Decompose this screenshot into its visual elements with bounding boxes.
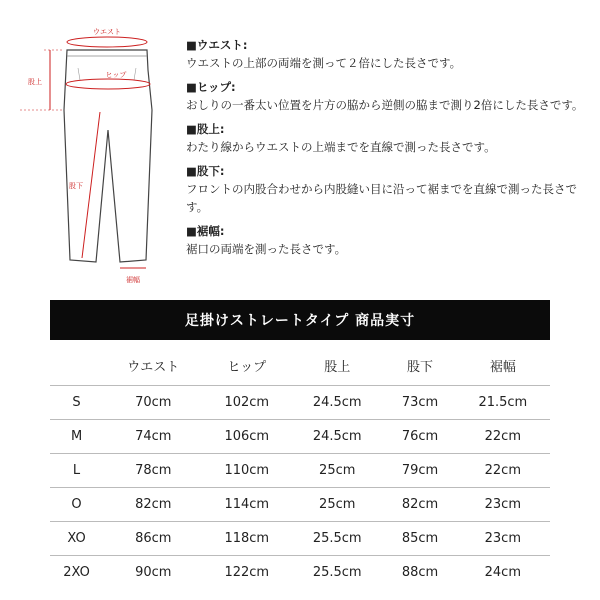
size-label-cell: 2XO: [50, 556, 103, 590]
waist-label: ウエスト: [93, 28, 121, 36]
description-heading: ■ヒップ:: [186, 80, 236, 94]
rise-label: 股上: [28, 78, 42, 86]
table-cell: 110cm: [203, 454, 290, 488]
pants-outline: [64, 50, 152, 262]
description-text: フロントの内股合わせから内股縫い目に沿って裾までを直線で測った長さです。: [186, 182, 577, 214]
table-cell: 22cm: [456, 420, 550, 454]
table-cell: 25cm: [290, 488, 384, 522]
size-table: [50, 345, 550, 589]
table-row: [50, 420, 550, 454]
size-label-cell: L: [50, 454, 103, 488]
inseam-label: 股下: [69, 182, 83, 190]
table-cell: 24.5cm: [290, 386, 384, 420]
table-header-cell: ウエスト: [127, 359, 180, 375]
description-hip: [186, 78, 586, 114]
table-cell: 102cm: [203, 386, 290, 420]
table-cell: 25.5cm: [290, 556, 384, 590]
hip-measure-line: [66, 79, 150, 89]
table-cell: 85cm: [384, 522, 455, 556]
waist-measure-line: [67, 37, 147, 47]
description-heading: ■ウエスト:: [186, 38, 248, 52]
table-cell: 70cm: [103, 386, 203, 420]
table-header-cell: [50, 345, 103, 386]
description-hem: [186, 222, 586, 258]
table-cell: 118cm: [203, 522, 290, 556]
table-cell: 76cm: [384, 420, 455, 454]
table-header-cell: 股上: [324, 359, 351, 375]
table-cell: 106cm: [203, 420, 290, 454]
table-cell: 82cm: [384, 488, 455, 522]
description-text: わたり線からウエストの上端までを直線で測った長さです。: [186, 140, 496, 154]
hem-label: 裾幅: [126, 276, 140, 284]
table-cell: 122cm: [203, 556, 290, 590]
table-cell: 21.5cm: [456, 386, 550, 420]
measurement-descriptions: [186, 36, 586, 264]
size-label-cell: S: [50, 386, 103, 420]
table-cell: 74cm: [103, 420, 203, 454]
table-cell: 88cm: [384, 556, 455, 590]
size-label-cell: M: [50, 420, 103, 454]
table-cell: 73cm: [384, 386, 455, 420]
description-inseam: [186, 162, 586, 216]
table-row: [50, 454, 550, 488]
table-header-row: [50, 345, 550, 386]
description-heading: ■股上:: [186, 122, 225, 136]
table-cell: 114cm: [203, 488, 290, 522]
description-waist: [186, 36, 586, 72]
description-text: ウエストの上部の両端を測って２倍にした長さです。: [186, 56, 462, 70]
table-row: [50, 556, 550, 590]
table-cell: 24cm: [456, 556, 550, 590]
table-cell: 22cm: [456, 454, 550, 488]
table-cell: 82cm: [103, 488, 203, 522]
table-cell: 25cm: [290, 454, 384, 488]
description-text: おしりの一番太い位置を片方の脇から逆側の脇まで測り2倍にした長さです。: [186, 98, 584, 112]
description-heading: ■股下:: [186, 164, 225, 178]
table-cell: 24.5cm: [290, 420, 384, 454]
pants-measurement-diagram: [20, 20, 190, 290]
table-cell: 23cm: [456, 522, 550, 556]
table-cell: 86cm: [103, 522, 203, 556]
inseam-measure-line: [82, 112, 100, 258]
pocket-line: [78, 68, 80, 80]
table-cell: 23cm: [456, 488, 550, 522]
size-label-cell: O: [50, 488, 103, 522]
hip-label: ヒップ: [105, 71, 127, 79]
size-table-title-banner: 足掛けストレートタイプ 商品実寸: [50, 300, 550, 340]
size-label-cell: XO: [50, 522, 103, 556]
table-cell: 25.5cm: [290, 522, 384, 556]
table-cell: 78cm: [103, 454, 203, 488]
description-heading: ■裾幅:: [186, 224, 225, 238]
table-header-cell: 股下: [407, 359, 434, 375]
table-cell: 90cm: [103, 556, 203, 590]
table-header-cell: ヒップ: [227, 359, 267, 375]
table-cell: 79cm: [384, 454, 455, 488]
table-row: [50, 386, 550, 420]
description-rise: [186, 120, 586, 156]
table-header-cell: 裾幅: [489, 359, 516, 375]
table-row: [50, 522, 550, 556]
pants-illustration: [20, 20, 190, 290]
description-text: 裾口の両端を測った長さです。: [186, 242, 347, 256]
table-row: [50, 488, 550, 522]
pocket-line: [134, 68, 136, 80]
